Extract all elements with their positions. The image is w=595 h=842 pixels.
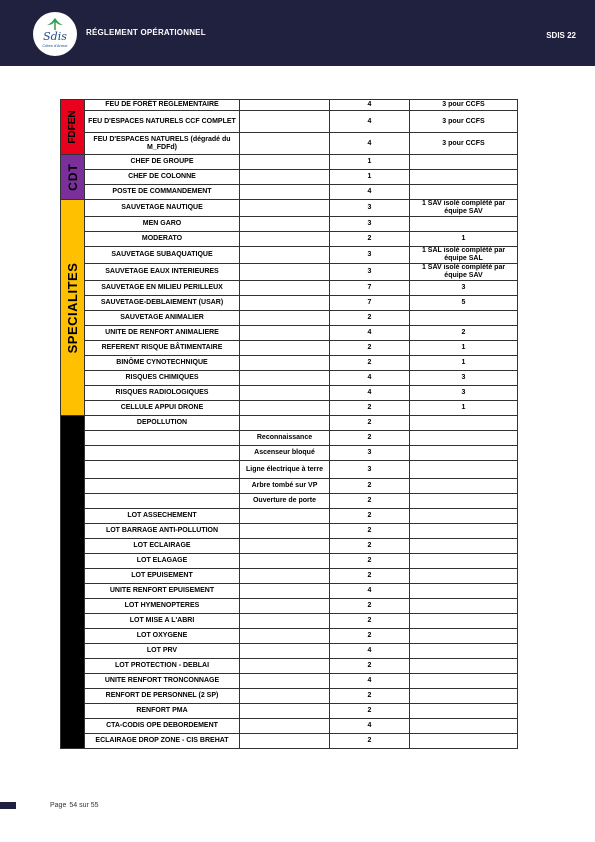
vehicle-count-cell: 7 [330, 281, 410, 296]
table-row [61, 232, 518, 247]
vehicle-count-cell: 2 [330, 554, 410, 569]
note-cell: 3 [410, 386, 518, 401]
note-cell [410, 689, 518, 704]
note-cell [410, 569, 518, 584]
sub-mission-cell [240, 719, 330, 734]
note-cell [410, 509, 518, 524]
vehicle-count-cell: 4 [330, 100, 410, 111]
vehicle-count-cell: 2 [330, 614, 410, 629]
note-cell: 1 [410, 401, 518, 416]
sdis-logo [33, 12, 77, 56]
mission-name-cell: RENFORT PMA [85, 704, 240, 719]
sub-mission-cell [240, 133, 330, 155]
table-row [61, 296, 518, 311]
mission-name-cell: MODERATO [85, 232, 240, 247]
table-row [61, 659, 518, 674]
note-cell [410, 155, 518, 170]
table-row [61, 734, 518, 749]
mission-name-cell: CELLULE APPUI DRONE [85, 401, 240, 416]
note-cell [410, 674, 518, 689]
vehicle-count-cell: 3 [330, 247, 410, 264]
sub-mission-cell [240, 674, 330, 689]
note-cell [410, 494, 518, 509]
mission-name-cell: CHEF DE COLONNE [85, 170, 240, 185]
sub-mission-cell [240, 311, 330, 326]
vehicle-count-cell: 4 [330, 371, 410, 386]
table-row [61, 247, 518, 264]
logo-text: Sdis [43, 30, 67, 43]
vehicle-count-cell: 2 [330, 401, 410, 416]
vehicle-count-cell: 2 [330, 232, 410, 247]
sub-mission-cell [240, 217, 330, 232]
page-number [50, 802, 102, 809]
sub-mission-cell [240, 170, 330, 185]
sub-mission-cell [240, 371, 330, 386]
footer-bar [0, 802, 16, 809]
vehicle-count-cell: 2 [330, 311, 410, 326]
table-row [61, 326, 518, 341]
mission-name-cell: SAUVETAGE ANIMALIER [85, 311, 240, 326]
mission-name-cell: REFERENT RISQUE BÂTIMENTAIRE [85, 341, 240, 356]
note-cell [410, 644, 518, 659]
table-row [61, 386, 518, 401]
table-row [61, 569, 518, 584]
document-title: RÉGLEMENT OPÉRATIONNEL [86, 28, 206, 37]
note-cell: 3 pour CCFS [410, 100, 518, 111]
table-row [61, 401, 518, 416]
vehicle-count-cell: 2 [330, 356, 410, 371]
note-cell: 1 SAV isolé complété par équipe SAV [410, 264, 518, 281]
vehicle-count-cell: 7 [330, 296, 410, 311]
mission-name-cell: LOT ECLAIRAGE [85, 539, 240, 554]
table-row [61, 155, 518, 170]
vehicle-count-cell: 2 [330, 479, 410, 494]
note-cell [410, 614, 518, 629]
vehicle-count-cell: 3 [330, 217, 410, 232]
mission-name-cell: RISQUES CHIMIQUES [85, 371, 240, 386]
note-cell: 1 [410, 232, 518, 247]
table-row [61, 674, 518, 689]
mission-name-cell: BINÔME CYNOTECHNIQUE [85, 356, 240, 371]
sub-mission-cell [240, 509, 330, 524]
sub-mission-cell [240, 200, 330, 217]
sub-mission-cell [240, 584, 330, 599]
mission-name-cell: LOT BARRAGE ANTI-POLLUTION [85, 524, 240, 539]
vehicle-count-cell: 4 [330, 111, 410, 133]
sub-mission-cell [240, 401, 330, 416]
table-row [61, 704, 518, 719]
sub-mission-cell: Ligne électrique à terre [240, 461, 330, 479]
vehicle-count-cell: 4 [330, 386, 410, 401]
table-row [61, 614, 518, 629]
section-label-text: FDFEN [66, 110, 78, 144]
sub-mission-cell [240, 554, 330, 569]
section-label-cdt [61, 155, 85, 200]
mission-name-cell: CHEF DE GROUPE [85, 155, 240, 170]
vehicle-count-cell: 2 [330, 509, 410, 524]
document-code: SDIS 22 [546, 31, 576, 40]
table-row [61, 264, 518, 281]
mission-name-cell: LOT PROTECTION - DEBLAI [85, 659, 240, 674]
vehicle-count-cell: 2 [330, 629, 410, 644]
sub-mission-cell [240, 100, 330, 111]
sub-mission-cell [240, 704, 330, 719]
mission-name-cell [85, 494, 240, 509]
sub-mission-cell [240, 155, 330, 170]
sub-mission-cell [240, 416, 330, 431]
note-cell [410, 734, 518, 749]
table-row [61, 524, 518, 539]
mission-name-cell [85, 479, 240, 494]
vehicle-count-cell: 4 [330, 719, 410, 734]
sub-mission-cell [240, 569, 330, 584]
vehicle-count-cell: 4 [330, 185, 410, 200]
table-row [61, 509, 518, 524]
note-cell [410, 659, 518, 674]
mission-name-cell: DEPOLLUTION [85, 416, 240, 431]
table-row [61, 311, 518, 326]
sub-mission-cell [240, 247, 330, 264]
vehicle-count-cell: 4 [330, 584, 410, 599]
note-cell: 3 [410, 371, 518, 386]
sub-mission-cell [240, 734, 330, 749]
vehicle-count-cell: 2 [330, 569, 410, 584]
page-header [0, 0, 595, 66]
mission-name-cell: RENFORT DE PERSONNEL (2 SP) [85, 689, 240, 704]
table-row [61, 461, 518, 479]
section-label-fdfen [61, 100, 85, 155]
mission-name-cell: POSTE DE COMMANDEMENT [85, 185, 240, 200]
note-cell: 1 SAV isolé complété par équipe SAV [410, 200, 518, 217]
section-label-text: SPECIALITES [64, 262, 80, 353]
table-row [61, 185, 518, 200]
vehicle-count-cell: 3 [330, 446, 410, 461]
mission-name-cell: SAUVETAGE-DEBLAIEMENT (USAR) [85, 296, 240, 311]
mission-name-cell [85, 446, 240, 461]
table-row [61, 416, 518, 431]
sub-mission-cell [240, 539, 330, 554]
vehicle-count-cell: 4 [330, 674, 410, 689]
note-cell: 3 pour CCFS [410, 133, 518, 155]
page-number-value: 54 sur 55 [69, 802, 99, 809]
table-row [61, 133, 518, 155]
vehicle-count-cell: 2 [330, 704, 410, 719]
sub-mission-cell: Ouverture de porte [240, 494, 330, 509]
mission-name-cell: LOT HYMENOPTERES [85, 599, 240, 614]
table-row [61, 599, 518, 614]
table-row [61, 629, 518, 644]
section-label-text: OPERATIONS DIVERSES [64, 494, 81, 670]
vehicle-count-cell: 4 [330, 644, 410, 659]
vehicle-count-cell: 2 [330, 734, 410, 749]
table-row [61, 644, 518, 659]
note-cell: 2 [410, 326, 518, 341]
mission-name-cell: FEU DE FORÊT REGLEMENTAIRE [85, 100, 240, 111]
mission-name-cell: CTA-CODIS OPE DEBORDEMENT [85, 719, 240, 734]
table-row [61, 539, 518, 554]
table-row [61, 341, 518, 356]
sub-mission-cell [240, 599, 330, 614]
note-cell: 1 SAL isolé complété par équipe SAL [410, 247, 518, 264]
mission-name-cell: LOT ELAGAGE [85, 554, 240, 569]
mission-name-cell: SAUVETAGE EN MILIEU PERILLEUX [85, 281, 240, 296]
section-label-operations-diverses [61, 416, 85, 749]
mission-name-cell: LOT EPUISEMENT [85, 569, 240, 584]
sub-mission-cell [240, 281, 330, 296]
table-row [61, 446, 518, 461]
note-cell [410, 185, 518, 200]
sub-mission-cell [240, 689, 330, 704]
note-cell [410, 554, 518, 569]
note-cell [410, 431, 518, 446]
note-cell [410, 446, 518, 461]
table-row [61, 281, 518, 296]
vehicle-count-cell: 2 [330, 689, 410, 704]
note-cell [410, 539, 518, 554]
note-cell [410, 461, 518, 479]
note-cell: 1 [410, 341, 518, 356]
table-row [61, 371, 518, 386]
mission-name-cell: UNITE RENFORT TRONCONNAGE [85, 674, 240, 689]
mission-name-cell: FEU D'ESPACES NATURELS (dégradé du M_FDFd) [85, 133, 240, 155]
table-row [61, 479, 518, 494]
sub-mission-cell: Reconnaissance [240, 431, 330, 446]
vehicle-count-cell: 4 [330, 326, 410, 341]
logo-subtext: Côtes d'Armor [42, 43, 68, 48]
sub-mission-cell [240, 524, 330, 539]
vehicle-count-cell: 2 [330, 494, 410, 509]
note-cell [410, 416, 518, 431]
section-label-specialites [61, 200, 85, 416]
note-cell [410, 170, 518, 185]
note-cell [410, 524, 518, 539]
sub-mission-cell [240, 386, 330, 401]
vehicle-count-cell: 2 [330, 659, 410, 674]
note-cell: 3 pour CCFS [410, 111, 518, 133]
note-cell: 5 [410, 296, 518, 311]
sub-mission-cell: Arbre tombé sur VP [240, 479, 330, 494]
vehicle-count-cell: 1 [330, 155, 410, 170]
mission-name-cell: LOT MISE A L'ABRI [85, 614, 240, 629]
sub-mission-cell [240, 356, 330, 371]
note-cell [410, 584, 518, 599]
sub-mission-cell: Ascenseur bloqué [240, 446, 330, 461]
sub-mission-cell [240, 644, 330, 659]
note-cell [410, 599, 518, 614]
note-cell [410, 629, 518, 644]
mission-name-cell: LOT PRV [85, 644, 240, 659]
table-row [61, 100, 518, 111]
vehicle-count-cell: 2 [330, 524, 410, 539]
note-cell: 1 [410, 356, 518, 371]
note-cell [410, 479, 518, 494]
vehicle-count-cell: 2 [330, 599, 410, 614]
vehicle-count-cell: 3 [330, 264, 410, 281]
sub-mission-cell [240, 326, 330, 341]
table-row [61, 494, 518, 509]
sub-mission-cell [240, 111, 330, 133]
table-row [61, 200, 518, 217]
table-row [61, 689, 518, 704]
resources-table [60, 99, 518, 749]
table-row [61, 719, 518, 734]
table-row [61, 217, 518, 232]
table-row [61, 170, 518, 185]
sub-mission-cell [240, 614, 330, 629]
mission-name-cell: UNITE DE RENFORT ANIMALIERE [85, 326, 240, 341]
sub-mission-cell [240, 659, 330, 674]
sub-mission-cell [240, 296, 330, 311]
mission-name-cell: SAUVETAGE SUBAQUATIQUE [85, 247, 240, 264]
vehicle-count-cell: 4 [330, 133, 410, 155]
sub-mission-cell [240, 185, 330, 200]
mission-name-cell [85, 431, 240, 446]
sub-mission-cell [240, 341, 330, 356]
vehicle-count-cell: 3 [330, 200, 410, 217]
mission-name-cell: LOT OXYGENE [85, 629, 240, 644]
vehicle-count-cell: 2 [330, 539, 410, 554]
table-row [61, 554, 518, 569]
vehicle-count-cell: 3 [330, 461, 410, 479]
table-row [61, 356, 518, 371]
note-cell [410, 311, 518, 326]
table-row [61, 431, 518, 446]
mission-name-cell: ECLAIRAGE DROP ZONE - CIS BREHAT [85, 734, 240, 749]
sub-mission-cell [240, 629, 330, 644]
mission-name-cell: SAUVETAGE EAUX INTERIEURES [85, 264, 240, 281]
vehicle-count-cell: 2 [330, 416, 410, 431]
mission-name-cell: MEN GARO [85, 217, 240, 232]
table-row [61, 584, 518, 599]
vehicle-count-cell: 2 [330, 341, 410, 356]
note-cell [410, 719, 518, 734]
vehicle-count-cell: 2 [330, 431, 410, 446]
mission-name-cell [85, 461, 240, 479]
note-cell [410, 217, 518, 232]
section-label-text: CDT [65, 163, 80, 191]
sub-mission-cell [240, 232, 330, 247]
mission-name-cell: LOT ASSECHEMENT [85, 509, 240, 524]
page-word: Page [50, 802, 67, 809]
mission-name-cell: FEU D'ESPACES NATURELS CCF COMPLET [85, 111, 240, 133]
table-row [61, 111, 518, 133]
mission-name-cell: RISQUES RADIOLOGIQUES [85, 386, 240, 401]
mission-name-cell: SAUVETAGE NAUTIQUE [85, 200, 240, 217]
note-cell [410, 704, 518, 719]
vehicle-count-cell: 1 [330, 170, 410, 185]
note-cell: 3 [410, 281, 518, 296]
sub-mission-cell [240, 264, 330, 281]
mission-name-cell: UNITE RENFORT EPUISEMENT [85, 584, 240, 599]
